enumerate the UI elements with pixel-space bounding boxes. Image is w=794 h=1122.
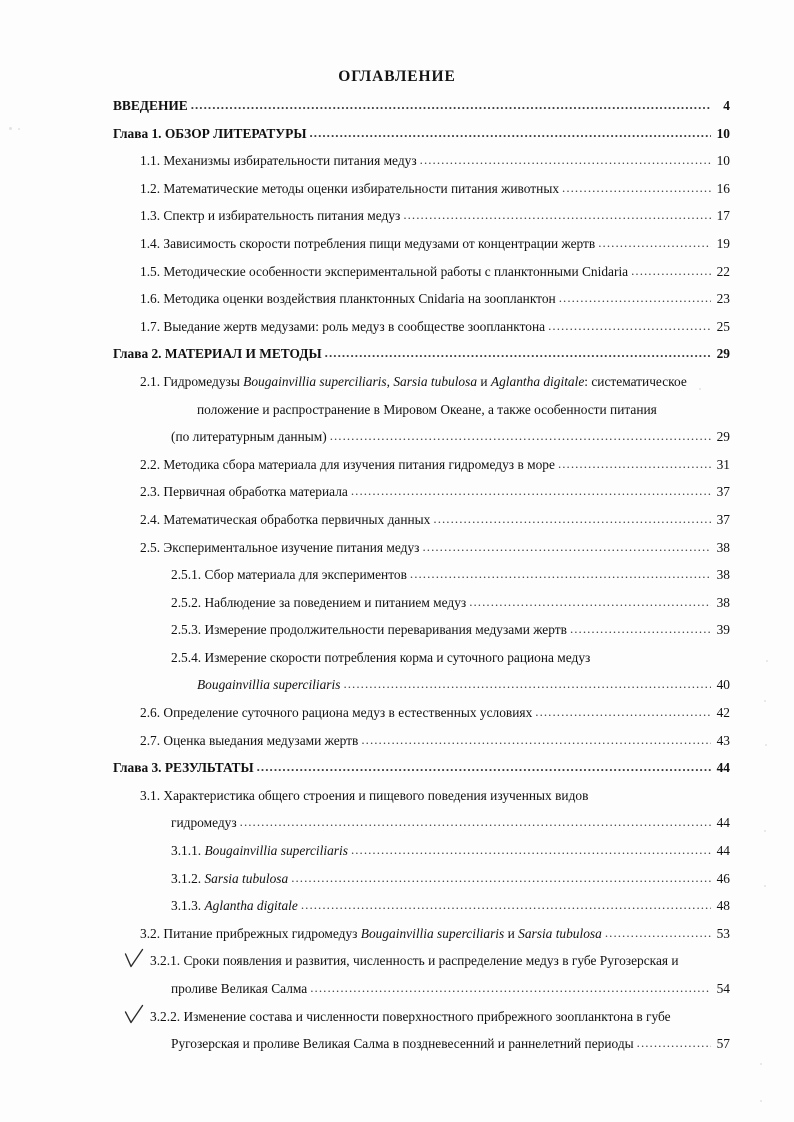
- toc-label: Глава 3. РЕЗУЛЬТАТЫ: [113, 760, 254, 776]
- toc-page-number: 39: [716, 622, 730, 638]
- toc-entry-2-1-line-2: положение и распространение в Мировом Океане, а также особенности питания: [197, 401, 657, 417]
- toc-entry-3-2-2-line-1: [150, 1009, 730, 1024]
- toc-page-number: 43: [716, 732, 730, 748]
- leader-dots: [330, 428, 711, 443]
- toc-entry-1-7[interactable]: [140, 319, 730, 334]
- leader-dots: [420, 152, 711, 167]
- toc-entry-3-1[interactable]: [171, 815, 730, 830]
- toc-label: (по литературным данным): [171, 429, 327, 445]
- toc-entry-2-1[interactable]: [171, 429, 730, 444]
- toc-entry-2-5-3[interactable]: [171, 622, 730, 637]
- toc-entry-3-2[interactable]: [140, 926, 730, 941]
- leader-dots: [570, 621, 711, 636]
- toc-label: 1.5. Методические особенности экспериментальной работы с планктонными Cnidaria: [140, 263, 629, 279]
- leader-dots: [469, 594, 711, 609]
- toc-page-number: 38: [716, 567, 730, 583]
- toc-label: 2.5.1. Сбор материала для экспериментов: [171, 567, 407, 583]
- toc-page-number: 44: [716, 843, 730, 859]
- leader-dots: [325, 345, 711, 360]
- toc-entry-1-3[interactable]: [140, 208, 730, 223]
- leader-dots: [301, 897, 711, 912]
- toc-page-number: 57: [716, 1036, 730, 1052]
- toc-page-number: 31: [716, 456, 730, 472]
- leader-dots: [558, 456, 711, 471]
- toc-entry-2-4[interactable]: [140, 512, 730, 527]
- toc-entry-2-5-2[interactable]: [171, 595, 730, 610]
- toc-page-number: 53: [716, 925, 730, 941]
- leader-dots: [559, 290, 711, 305]
- toc-label: ВВЕДЕНИЕ: [113, 98, 188, 113]
- toc-entry-3-2-2[interactable]: [171, 1036, 730, 1051]
- toc-page-number: 54: [716, 981, 730, 996]
- toc-entry-3-1-1[interactable]: [171, 843, 730, 858]
- leader-dots: [422, 539, 711, 554]
- toc-label: 2.5.3. Измерение продолжительности переваривания медузами жертв: [171, 622, 567, 638]
- toc-page-number: 44: [716, 815, 730, 831]
- toc-entry-intro[interactable]: [113, 98, 730, 113]
- toc-label-line: 3.2.1. Сроки появления и развития, численность и распределение медуз в губе Ругозерская и: [150, 953, 679, 969]
- toc-page-number: 40: [716, 677, 730, 693]
- toc-page-number: 10: [716, 153, 730, 169]
- toc-entry-2-5-4[interactable]: [197, 677, 730, 692]
- toc-page-number: 10: [716, 125, 730, 141]
- toc-page-number: 19: [716, 235, 730, 251]
- toc-label: 2.7. Оценка выедания медузами жертв: [140, 732, 359, 748]
- leader-dots: [310, 980, 711, 995]
- toc-page-number: 25: [716, 318, 730, 334]
- toc-page-number: 4: [723, 98, 730, 113]
- leader-dots: [410, 566, 711, 581]
- toc-entry-1-2[interactable]: [140, 181, 730, 196]
- toc-entry-1-5[interactable]: [140, 264, 730, 279]
- toc-entry-chapter-1[interactable]: [113, 126, 730, 141]
- toc-entry-2-5[interactable]: [140, 540, 730, 555]
- page-title: ОГЛАВЛЕНИЕ: [338, 68, 456, 85]
- toc-page-number: 46: [716, 870, 730, 886]
- toc-entry-1-1[interactable]: [140, 153, 730, 168]
- toc-label: 2.5. Экспериментальное изучение питания медуз: [140, 539, 420, 555]
- toc-label: 1.2. Математические методы оценки избирательности питания животных: [140, 180, 560, 196]
- toc-label: 3.1.3. Aglantha digitale: [171, 898, 298, 914]
- leader-dots: [637, 1035, 711, 1050]
- toc-page-number: 23: [716, 291, 730, 307]
- toc-entry-2-7[interactable]: [140, 733, 730, 748]
- toc-entry-2-5-4-line-1: 2.5.4. Измерение скорости потребления корма и суточного рациона медуз: [171, 649, 591, 665]
- toc-entry-3-2-1-line-1: [150, 953, 730, 968]
- toc-label: Глава 2. МАТЕРИАЛ И МЕТОДЫ: [113, 346, 322, 362]
- toc-label: гидромедуз: [171, 815, 237, 831]
- table-of-contents: [113, 98, 730, 1064]
- leader-dots: [351, 842, 711, 857]
- leader-dots: [343, 676, 711, 691]
- toc-label: 3.2. Питание прибрежных гидромедуз Bougainvillia superciliaris и Sarsia tubulosa: [140, 925, 602, 941]
- toc-entry-1-6[interactable]: [140, 291, 730, 306]
- toc-label: 2.4. Математическая обработка первичных данных: [140, 511, 431, 527]
- toc-label: 2.2. Методика сбора материала для изучения питания гидромедуз в море: [140, 456, 555, 472]
- toc-label-line: 3.2.2. Изменение состава и численности поверхностного прибрежного зоопланктона в губе: [150, 1008, 671, 1024]
- toc-page-number: 38: [716, 594, 730, 610]
- toc-page-number: 16: [716, 180, 730, 196]
- toc-label: 2.6. Определение суточного рациона медуз в естественных условиях: [140, 705, 533, 721]
- leader-dots: [598, 235, 711, 250]
- toc-label: Глава 1. ОБЗОР ЛИТЕРАТУРЫ: [113, 125, 307, 141]
- toc-page-number: 48: [716, 898, 730, 914]
- handwritten-checkmark-icon: [124, 1004, 144, 1026]
- toc-page-number: 29: [716, 346, 730, 362]
- leader-dots: [361, 732, 711, 747]
- leader-dots: [240, 814, 711, 829]
- toc-label: 3.1.2. Sarsia tubulosa: [171, 870, 289, 886]
- leader-dots: [351, 483, 711, 498]
- toc-label: 1.4. Зависимость скорости потребления пищи медузами от концентрации жертв: [140, 235, 596, 251]
- toc-page-number: 22: [716, 263, 730, 279]
- toc-entry-3-1-2[interactable]: [171, 871, 730, 886]
- leader-dots: [548, 318, 711, 333]
- leader-dots: [191, 97, 711, 112]
- leader-dots: [403, 207, 711, 222]
- toc-entry-3-2-1[interactable]: [171, 981, 730, 996]
- toc-page-number: 37: [716, 511, 730, 527]
- toc-entry-3-1-line-1: 3.1. Характеристика общего строения и пищевого поведения изученных видов: [140, 787, 589, 803]
- toc-page-number: 17: [716, 208, 730, 224]
- handwritten-checkmark-icon: [124, 948, 144, 970]
- leader-dots: [433, 511, 711, 526]
- toc-label: 2.5.2. Наблюдение за поведением и питанием медуз: [171, 594, 467, 610]
- toc-label: 1.1. Механизмы избирательности питания медуз: [140, 153, 417, 169]
- toc-entry-2-2[interactable]: [140, 457, 730, 472]
- toc-entry-2-3[interactable]: [140, 484, 730, 499]
- toc-label: 1.3. Спектр и избирательность питания медуз: [140, 208, 401, 224]
- leader-dots: [562, 180, 711, 195]
- toc-entry-1-4[interactable]: [140, 236, 730, 251]
- toc-entry-chapter-3[interactable]: [113, 760, 730, 775]
- leader-dots: [605, 925, 711, 940]
- toc-label: 1.6. Методика оценки воздействия планктонных Cnidaria на зоопланктон: [140, 291, 556, 307]
- toc-page-number: 29: [716, 429, 730, 445]
- toc-entry-2-6[interactable]: [140, 705, 730, 720]
- toc-label: 3.1.1. Bougainvillia superciliaris: [171, 843, 348, 859]
- toc-label: проливе Великая Салма: [171, 981, 308, 996]
- toc-page-number: 44: [716, 760, 730, 776]
- toc-entry-chapter-2[interactable]: [113, 346, 730, 361]
- toc-page-number: 38: [716, 539, 730, 555]
- toc-entry-2-5-1[interactable]: [171, 567, 730, 582]
- toc-label: 2.3. Первичная обработка материала: [140, 484, 348, 500]
- leader-dots: [257, 759, 711, 774]
- toc-label: 1.7. Выедание жертв медузами: роль медуз в сообществе зоопланктона: [140, 318, 546, 334]
- toc-entry-3-1-3[interactable]: [171, 898, 730, 913]
- leader-dots: [535, 704, 711, 719]
- toc-label: Bougainvillia superciliaris: [197, 677, 341, 693]
- leader-dots: [631, 263, 711, 278]
- toc-label: Ругозерская и проливе Великая Салма в поздневесенний и раннелетний периоды: [171, 1036, 634, 1052]
- leader-dots: [291, 870, 711, 885]
- toc-page-number: 37: [716, 484, 730, 500]
- leader-dots: [309, 125, 711, 140]
- toc-entry-2-1-line-1: 2.1. Гидромедузы Bougainvillia superciliaris, Sarsia tubulosa и Aglantha digitale: систематическое: [140, 373, 687, 389]
- toc-page-number: 42: [716, 705, 730, 721]
